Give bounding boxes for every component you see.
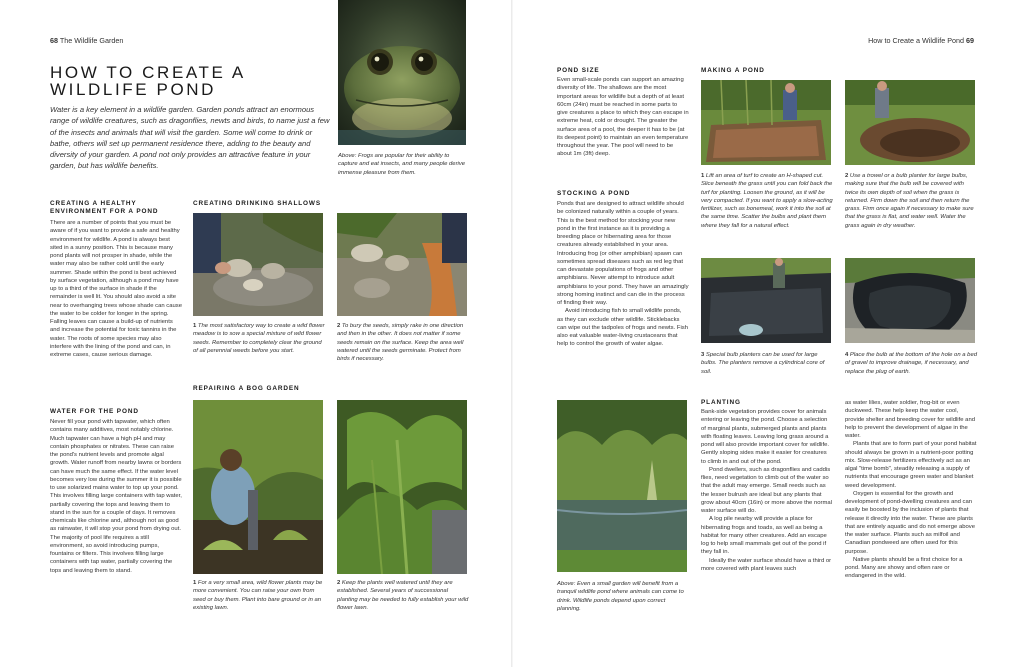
stocking-heading: STOCKING A POND [557,190,631,197]
page-title: HOW TO CREATE A WILDLIFE POND [50,63,245,99]
pond-size-heading: POND SIZE [557,67,600,74]
making-step-1-number: 1 [701,173,705,179]
shallows-heading: CREATING DRINKING SHALLOWS [193,200,322,207]
bog-photo-1 [193,400,323,574]
planting-col1-paragraph: Bank-side vegetation provides cover for animals entering or leaving the pond. Choose a selection of marginal plants, submerged plants and plants with floating leaves. Leaving long grass around a pond will also provide important cover for wildlife. Gently sloping sides make it easier for creatures to climb in and out of the pond. [701,409,830,465]
shallows-step-1-number: 1 [193,323,197,329]
making-photo-1 [701,80,831,165]
planting-heading: PLANTING [701,399,741,406]
frog-photo [338,0,466,145]
bog-heading: REPAIRING A BOG GARDEN [193,385,300,392]
bog-step-1-number: 1 [193,580,197,586]
healthy-text: There are a number of points that you must be aware of if you want to provide a safe and healthy environment for wildlife. A pond is always best sited in a sunny position. This is because many pond plants will not prosper in shade, while the water may also be rather cold until the early summer. Shade within the pond is best achieved by surface vegetation, although a pond may have up to a third of the surface in shade if the remainder is well lit. You should also avoid a site near to overhanging trees whose shade can cause the water to be colder for longer in the spring. Falling leaves can cause a build-up of nutrients and increase the potential for toxic tannins in the water. The roots of some species may also interfere with the lining of the pond and can, in extreme cases, cause serious damage. [50,220,182,358]
shallows-step-1-text: The most satisfactory way to create a wild flower meadow is to sow a special mixture of wild flower seeds. Remember to completely clear the ground of all perennial weeds before you start. [193,323,325,354]
garden-pond-photo [557,400,687,572]
page-gutter [511,0,513,667]
intro-paragraph: Water is a key element in a wildlife garden. Garden ponds attract an enormous range of wildlife creatures, such as dragonflies, newts and birds, to name just a few of the insects and animals that will visit the garden. Some will come to drink or bathe, others will set up permanent residence there, adding to the beauty and diversity of your garden. A pond not only provides an attractive feature in your garden, but has wildlife benefits. [50,105,330,171]
left-page-number: 68 [50,36,58,45]
planting-col1-paragraph: A log pile nearby will provide a place for hibernating frogs and toads, as well as being a habitat for many other creatures. Add an escape log to help small mammals get out of the pond if they fall in. [701,516,827,556]
shallows-step-2-number: 2 [337,323,341,329]
bog-step-1-text: For a very small area, wild flower plants may be more convenient. You can raise your own from seed or buy them. Plant into bare ground or in an existing lawn. [193,580,323,611]
stocking-text [557,200,689,349]
making-step-2-text: Use a trowel or a bulb planter for large bulbs, making sure that the bulb will be covered with twice its own depth of soil when the grass is returned. Firm down the soil and then return the grass. Firm once again if necessary to make sure that the grass is flat, and water well. Water the grass again in dry weather. [845,173,974,229]
water-text: Never fill your pond with tapwater, which often contains many additives, most notably chlorine. Much tapwater can have a high pH and may contain phosphates or nitrates. These can raise the pond's nutrient levels and promote algal growth. Water runoff from nearby lawns or borders can have much the same effect. If the water level becomes very low during the summer it is possible to use solarized mains water to top up your pond. This involves filling large containers with tap water, partially covering the tops and leaving them to stand in the sun for a couple of days. It removes chemicals like chlorine and, although not as good as rainwater, it will stop your pond from drying out. The majority of pool life requires a still environment, so avoid introducing pumps, fountains or filters. This involves filling large containers with tap water, partially covering the tops and leaving them to stand. [50,419,182,574]
left-running-head: The Wildlife Garden [59,36,124,45]
frog-caption: Above: Frogs are popular for their ability to capture and eat insects, and many people derive immense pleasure from them. [338,153,466,176]
planting-col2-paragraph: as water lilies, water soldier, frog-bit or even duckweed. These help keep the water cool, provide shelter and breeding cover for wildlife and help to prevent the development of algae in the water. [845,400,975,439]
planting-column-2 [845,399,977,581]
making-photo-4 [845,258,975,343]
making-caption-2 [845,172,977,230]
shallows-photo-1 [193,213,323,316]
right-page-number: 69 [966,36,974,45]
pond-size-text: Even small-scale ponds can support an amazing diversity of life. The shallows are the most important areas for wildlife but a depth of at least 60cm (24in) must be reached in some parts to give creatures a place to which they can escape in extreme heat, cold or drought. The greater the surface area of a pool, the deeper it has to be (at its deepest point) to maintain an even temperature throughout the year. The pool will need to be about 1m (3ft) deep. [557,77,689,158]
water-heading: WATER FOR THE POND [50,408,139,415]
making-step-3-text: Special bulb planters can be used for large bulbs. The planters remove a cylindrical core of soil. [701,352,825,375]
bog-step-2-text: Keep the plants well watered until they are established. Several years of successional planting may be needed to fully establish your wild flower lawn. [337,580,469,611]
stocking-paragraph-1: Ponds that are designed to attract wildlife should be colonized naturally within a couple of years. This is the best method for stocking your new pond in the first instance as it is providing a breeding place or hibernating area for those creatures already established in your area. Introducing frog (or other amphibian) spawn can sometimes spread diseases such as red leg that can devastate populations of frogs and other amphibians. Never attempt to introduce adult amphibians to your pond. They have an amazingly strong homing instinct and can die in the process of finding their way. [557,201,689,306]
making-caption-1 [701,172,833,230]
bog-step-2-number: 2 [337,580,341,586]
healthy-heading: CREATING A HEALTHY ENVIRONMENT FOR A POND [50,200,159,215]
making-photo-2 [845,80,975,165]
making-step-2-number: 2 [845,173,849,179]
shallows-caption-1 [193,322,325,355]
making-caption-3 [701,351,833,376]
planting-column-1 [701,408,833,573]
right-folio [868,36,974,45]
planting-col2-paragraph: Oxygen is essential for the growth and development of pond-dwelling creatures and can easily be boosted by the inclusion of plants that release it directly into the water. These are plants that are entirely aquatic and do not emerge above the water surface. Plants such as milfoil and Canadian pondweed are often used for this purpose. [845,490,976,555]
making-step-3-number: 3 [701,352,705,358]
bog-caption-1 [193,579,325,612]
bog-photo-2 [337,400,467,574]
planting-col1-paragraph: Pond dwellers, such as dragonflies and caddis flies, need vegetation to climb out of the water so that the adult may emerge. Small reeds such as the lesser bulrush are ideal but any plants that grow about 40cm (16in) or more above the normal water surface will do. [701,466,832,514]
planting-col2-paragraph: Native plants should be a first choice for a pond. Many are showy and often rare or endangered in the wild. [845,556,963,580]
making-step-1-text: Lift an area of turf to create an H-shaped cut. Slice beneath the grass until you can fold back the turf for planting. Loosen the ground, as it will be very compacted. If you want to apply a slow-acting fertilizer, such as bonemeal, work it into the soil at the same time. Scatter the bulbs and plant them where they fall for a natural effect. [701,173,833,229]
bog-caption-2 [337,579,469,612]
making-step-4-number: 4 [845,352,849,358]
left-folio [50,36,123,45]
making-step-4-text: Place the bulb at the bottom of the hole on a bed of gravel to improve drainage, if necessary, and replace the plug of earth. [845,352,977,375]
shallows-step-2-text: To bury the seeds, simply rake in one direction and then in the other. It does not matter if some seeds remain on the surface. Keep the area well watered until the seeds germinate. Protect from birds if necessary. [337,323,464,363]
garden-pond-caption: Above: Even a small garden will benefit from a tranquil wildlife pond where animals can come to drink. Wildlife ponds depend upon correct planning. [557,581,684,612]
making-caption-4 [845,351,977,376]
making-heading: MAKING A POND [701,67,765,74]
planting-col1-paragraph: Ideally the water surface should have a third or more covered with plant leaves such [701,557,832,572]
shallows-photo-2 [337,213,467,316]
planting-col2-paragraph: Plants that are to form part of your pond habitat should always be grown in a nutrient-poor potting mix. Slow-release fertilizers effectively act as an algal "time bomb", steadily releasing a supply of nutrients that encourage green water and blanket weed development. [845,441,977,489]
shallows-caption-2 [337,322,469,363]
right-running-head: How to Create a Wildlife Pond [868,36,964,45]
making-photo-3 [701,258,831,343]
stocking-paragraph-2: Avoid introducing fish to small wildlife ponds, as they can exclude other wildlife. Sticklebacks can wipe out the tadpoles of frogs and newts. Fish also eat valuable water-living crustaceans that help to control the growth of water algae. [557,308,688,348]
